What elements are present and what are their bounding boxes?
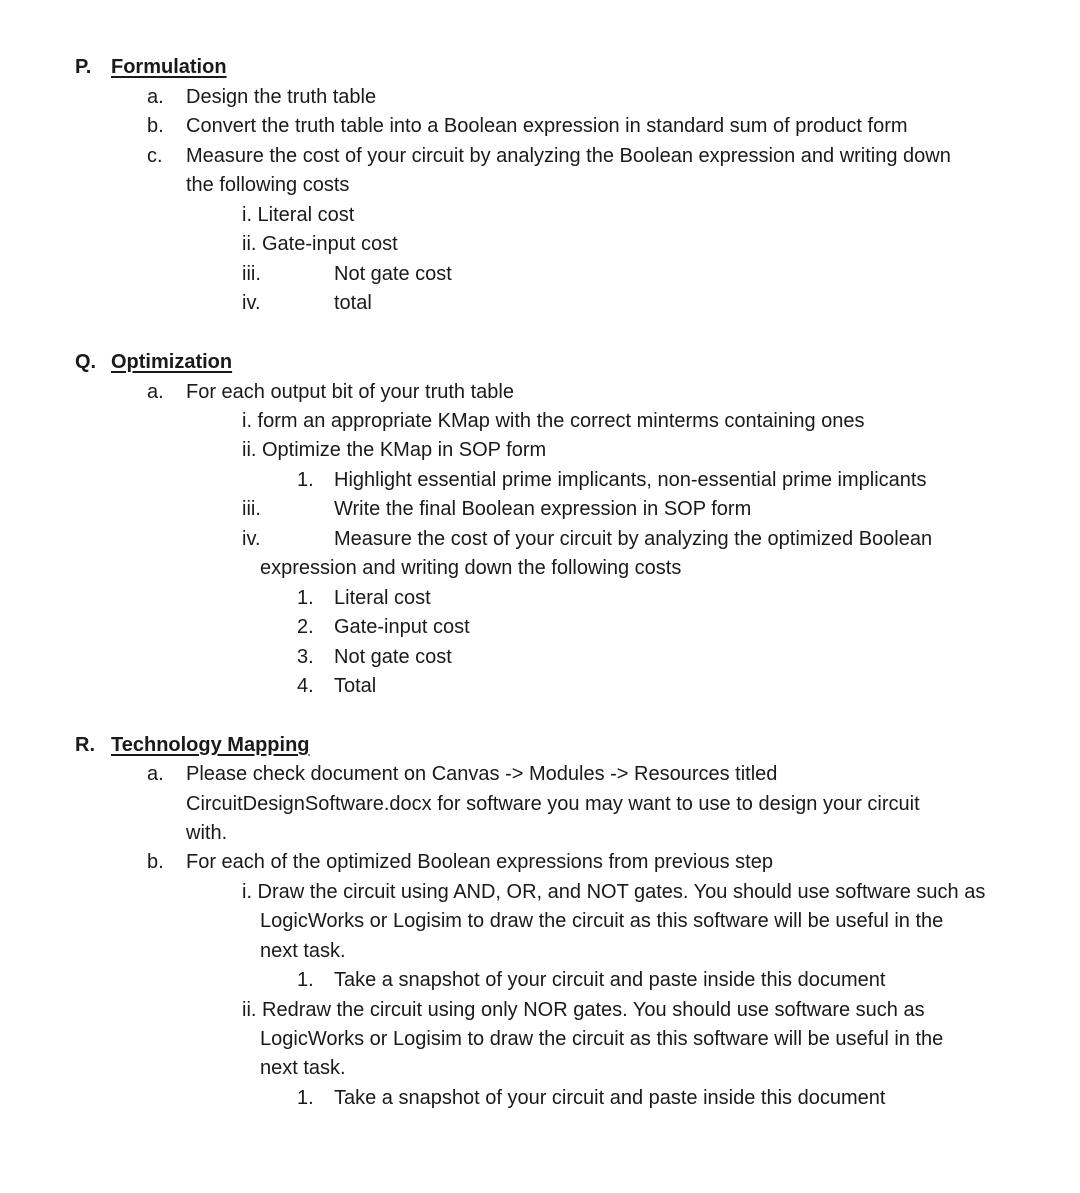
list-item-continuation: next task.	[260, 1057, 346, 1079]
sub-sub-list-item: Literal cost	[334, 587, 431, 609]
list-marker: 1.	[297, 969, 314, 991]
list-item: Please check document on Canvas -> Modules -> Resources titled	[186, 763, 778, 785]
list-item-continuation: the following costs	[186, 174, 350, 196]
section-letter: Q.	[75, 351, 97, 373]
list-marker: iii.	[242, 498, 261, 520]
sub-list-item: total	[334, 292, 372, 314]
sub-list-item: Write the final Boolean expression in SOP form	[334, 498, 752, 520]
sub-sub-list-item: Not gate cost	[334, 646, 452, 668]
list-marker: 1.	[297, 469, 314, 491]
list-marker: iii.	[242, 263, 261, 285]
list-marker: iv.	[242, 292, 261, 314]
sub-list-item: ii. Redraw the circuit using only NOR gates. You should use software such as	[242, 999, 925, 1021]
list-item: Measure the cost of your circuit by analyzing the Boolean expression and writing down	[186, 145, 951, 167]
list-item-continuation: expression and writing down the following costs	[260, 557, 682, 579]
sub-sub-list-item: Gate-input cost	[334, 616, 470, 638]
list-item: Convert the truth table into a Boolean expression in standard sum of product form	[186, 115, 908, 137]
list-marker: c.	[147, 145, 163, 167]
list-item: For each of the optimized Boolean expressions from previous step	[186, 851, 773, 873]
list-marker: 1.	[297, 587, 314, 609]
list-marker: 1.	[297, 1087, 314, 1109]
list-marker: b.	[147, 851, 164, 873]
list-item-continuation: CircuitDesignSoftware.docx for software you may want to use to design your circuit	[186, 793, 920, 815]
sub-list-item: ii. Gate-input cost	[242, 233, 398, 255]
list-marker: 3.	[297, 646, 314, 668]
list-item: For each output bit of your truth table	[186, 381, 514, 403]
sub-list-item: Measure the cost of your circuit by analyzing the optimized Boolean	[334, 528, 933, 550]
sub-list-item: ii. Optimize the KMap in SOP form	[242, 439, 547, 461]
list-marker: a.	[147, 86, 164, 108]
section-title-technology-mapping: Technology Mapping	[111, 734, 310, 756]
sub-sub-list-item: Highlight essential prime implicants, non-essential prime implicants	[334, 469, 927, 491]
list-item: Design the truth table	[186, 86, 377, 108]
section-letter: R.	[75, 734, 95, 756]
sub-sub-list-item: Take a snapshot of your circuit and paste inside this document	[334, 969, 886, 991]
sub-sub-list-item: Take a snapshot of your circuit and paste inside this document	[334, 1087, 886, 1109]
list-item-continuation: with.	[186, 822, 228, 844]
list-marker: a.	[147, 763, 164, 785]
list-marker: a.	[147, 381, 164, 403]
list-item-continuation: LogicWorks or Logisim to draw the circuit as this software will be useful in the	[260, 1028, 944, 1050]
list-item-continuation: next task.	[260, 940, 346, 962]
sub-list-item: i. Draw the circuit using AND, OR, and NOT gates. You should use software such as	[242, 881, 986, 903]
section-letter: P.	[75, 56, 92, 78]
list-item-continuation: LogicWorks or Logisim to draw the circuit as this software will be useful in the	[260, 910, 944, 932]
section-title-formulation: Formulation	[111, 56, 227, 78]
section-title-optimization: Optimization	[111, 351, 233, 373]
sub-sub-list-item: Total	[334, 675, 377, 697]
list-marker: 2.	[297, 616, 314, 638]
sub-list-item: i. Literal cost	[242, 204, 355, 226]
list-marker: b.	[147, 115, 164, 137]
list-marker: iv.	[242, 528, 261, 550]
sub-list-item: Not gate cost	[334, 263, 452, 285]
list-marker: 4.	[297, 675, 314, 697]
sub-list-item: i. form an appropriate KMap with the correct minterms containing ones	[242, 410, 865, 432]
